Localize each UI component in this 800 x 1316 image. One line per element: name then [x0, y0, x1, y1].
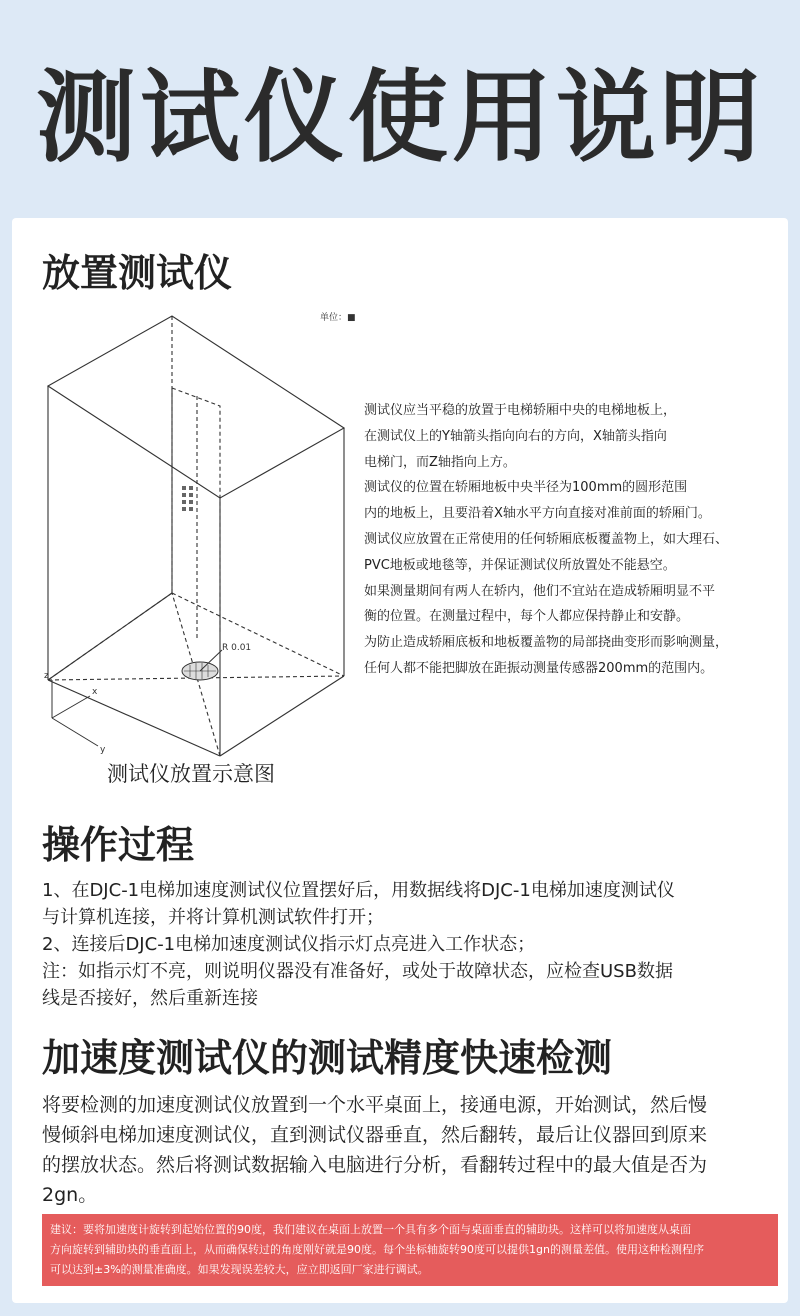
operation-line: 注：如指示灯不亮，则说明仪器没有准备好，或处于故障状态，应检查USB数据 [42, 961, 673, 982]
suggestion-line: 方向旋转到辅助块的垂直面上，从而确保转过的角度刚好就是90度。每个坐标轴旋转90度可以提供1gn的测量差值。使用这种检测程序 [50, 1243, 704, 1256]
accuracy-line: 慢倾斜电梯加速度测试仪，直到测试仪器垂直，然后翻转，最后让仪器回到原来 [42, 1124, 708, 1146]
operation-steps [42, 877, 782, 1012]
accuracy-line: 的摆放状态。然后将测试数据输入电脑进行分析，看翻转过程中的最大值是否为 [42, 1154, 708, 1176]
section-heading-accuracy-check: 加速度测试仪的测试精度快速检测 [42, 1036, 613, 1080]
operation-line: 线是否接好，然后重新连接 [42, 988, 258, 1009]
accuracy-line: 将要检测的加速度测试仪放置到一个水平桌面上，接通电源，开始测试，然后慢 [42, 1094, 708, 1116]
description-line: 为防止造成轿厢底板和地板覆盖物的局部挠曲变形而影响测量， [364, 635, 729, 651]
placement-description [364, 398, 784, 682]
description-line: 衡的位置。在测量过程中，每个人都应保持静止和安静。 [364, 609, 690, 625]
y-axis-label: y [100, 745, 106, 755]
description-line: 内的地板上，且要沿着X轴水平方向直接对准前面的轿厢门。 [364, 506, 711, 522]
description-line: 测试仪应当平稳的放置于电梯轿厢中央的电梯地板上， [364, 403, 677, 418]
description-line: 任何人都不能把脚放在距振动测量传感器200mm的范围内。 [364, 660, 714, 676]
operation-line: 与计算机连接，并将计算机测试软件打开； [42, 907, 384, 928]
description-line: 在测试仪上的Y轴箭头指向向右的方向，X轴箭头指向 [364, 428, 667, 444]
z-axis-label: z [44, 671, 49, 681]
content-card [12, 218, 788, 1303]
accuracy-line: 2gn。 [42, 1184, 98, 1206]
diagram-caption: 测试仪放置示意图 [107, 762, 275, 786]
section-heading-operation: 操作过程 [42, 823, 195, 867]
description-line: 如果测量期间有两人在轿内，他们不宜站在造成轿厢明显不平 [364, 583, 716, 599]
elevator-diagram [22, 308, 382, 768]
radius-label: R 0.01 [222, 643, 252, 653]
x-axis-label: x [92, 687, 98, 697]
description-line: 测试仪的位置在轿厢地板中央半径为100mm的圆形范围 [364, 480, 688, 496]
elevator-diagram-drawing [22, 308, 382, 768]
unit-label: 单位：■ [320, 313, 356, 323]
operation-line: 2、连接后DJC-1电梯加速度测试仪指示灯点亮进入工作状态； [42, 934, 536, 955]
accuracy-check-text [42, 1090, 782, 1210]
description-line: 测试仪应放置在正常使用的任何轿厢底板覆盖物上，如大理石、 [364, 531, 729, 547]
description-line: 电梯门，而Z轴指向上方。 [364, 454, 516, 470]
description-line: PVC地板或地毯等，并保证测试仪所放置处不能悬空。 [364, 557, 676, 573]
page-title: 测试仪使用说明 [36, 59, 764, 176]
suggestion-box [42, 1214, 778, 1286]
suggestion-line: 建议：要将加速度计旋转到起始位置的90度，我们建议在桌面上放置一个具有多个面与桌面垂直的辅助块。这样可以将加速度从桌面 [50, 1223, 691, 1236]
suggestion-line: 可以达到±3%的测量准确度。如果发现误差较大，应立即返回厂家进行调试。 [50, 1263, 429, 1276]
operation-line: 1、在DJC-1电梯加速度测试仪位置摆好后，用数据线将DJC-1电梯加速度测试仪 [42, 880, 675, 901]
section-heading-placement: 放置测试仪 [42, 251, 233, 295]
